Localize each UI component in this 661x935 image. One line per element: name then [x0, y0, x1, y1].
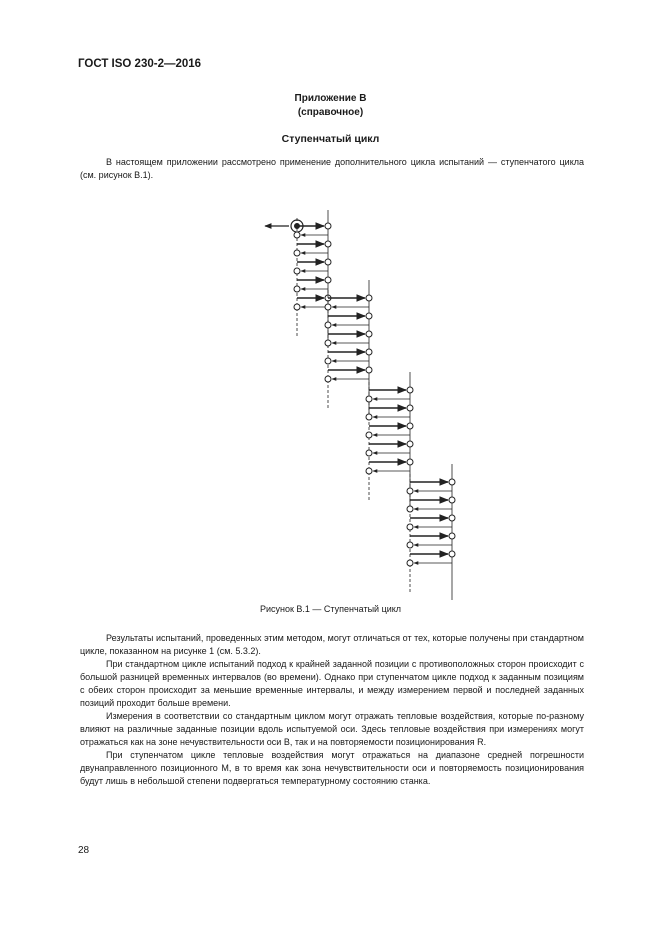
- step-cycle-diagram: [255, 210, 475, 600]
- measure-point: [407, 524, 413, 530]
- measure-point: [294, 286, 300, 292]
- measure-point: [366, 367, 372, 373]
- measure-point: [294, 232, 300, 238]
- page-number: 28: [78, 845, 90, 856]
- measure-point: [407, 441, 413, 447]
- intro-text: В настоящем приложении рассмотрено применение дополнительного цикла испытаний — ступенчатого цикла (см. рисунок В.1).: [80, 157, 584, 180]
- measure-point: [325, 241, 331, 247]
- measure-point: [325, 304, 331, 310]
- measure-point: [366, 450, 372, 456]
- measure-point: [366, 432, 372, 438]
- measure-point: [407, 506, 413, 512]
- section-title: Ступенчатый цикл: [281, 133, 380, 145]
- figure-caption: Рисунок В.1 — Ступенчатый цикл: [259, 604, 402, 614]
- measure-point: [449, 479, 455, 485]
- measure-point: [449, 551, 455, 557]
- body-paragraph: Измерения в соответствии со стандартным циклом могут отражать тепловые воздействия, которые по-разному влияют на различные заданные позиции вдоль испытуемой оси. Здесь тепловые воздействия при измерениях могут отражаться как на зоне нечувствительности оси B, так и на повторяемости позиционирования R.: [80, 711, 584, 747]
- measure-point: [294, 304, 300, 310]
- measure-point: [325, 376, 331, 382]
- measure-point: [366, 295, 372, 301]
- measure-point: [449, 515, 455, 521]
- annex-note: (справочное): [297, 107, 364, 118]
- measure-point: [325, 277, 331, 283]
- measure-point: [449, 497, 455, 503]
- measure-point: [325, 223, 331, 229]
- document-id-header: ГОСТ ISO 230-2—2016: [78, 58, 202, 70]
- intro-paragraph: [80, 156, 584, 182]
- measure-point: [366, 349, 372, 355]
- annex-heading: [0, 92, 661, 120]
- measure-point: [366, 396, 372, 402]
- body-paragraph: Результаты испытаний, проведенных этим методом, могут отличаться от тех, которые получены при стандартном цикле, показанном на рисунке 1 (см. 5.3.2).: [80, 633, 584, 656]
- measure-point: [325, 322, 331, 328]
- measure-point: [407, 488, 413, 494]
- measure-point: [407, 405, 413, 411]
- measure-point: [407, 560, 413, 566]
- measure-point: [449, 533, 455, 539]
- body-paragraph: При стандартном цикле испытаний подход к крайней заданной позиции с противоположных сторон происходит с большой разницей временных интервалов (во времени). Однако при ступенчатом цикле подход к заданным позициям с обеих сторон происходит за меньшие временные интервалы, и между измерением первой и последней заданных позиций проходит больше времени.: [80, 659, 584, 708]
- measure-point: [407, 423, 413, 429]
- measure-point: [325, 358, 331, 364]
- measure-point: [294, 268, 300, 274]
- measure-point: [294, 250, 300, 256]
- annex-label: Приложение В: [294, 93, 367, 104]
- measure-point: [366, 331, 372, 337]
- measure-point: [366, 468, 372, 474]
- measure-point: [407, 542, 413, 548]
- measure-point: [366, 313, 372, 319]
- body-text: [80, 632, 584, 788]
- measure-point: [407, 459, 413, 465]
- measure-point: [366, 414, 372, 420]
- body-paragraph: При ступенчатом цикле тепловые воздействия могут отражаться на диапазоне средней погрешности двунаправленного позиционного M, в то время как зона нечувствительности оси и повторяемость позиционирования будут лишь в небольшой степени подвергаться температурному состоянию станка.: [80, 750, 584, 786]
- measure-point: [407, 387, 413, 393]
- measure-point: [325, 259, 331, 265]
- measure-point: [325, 340, 331, 346]
